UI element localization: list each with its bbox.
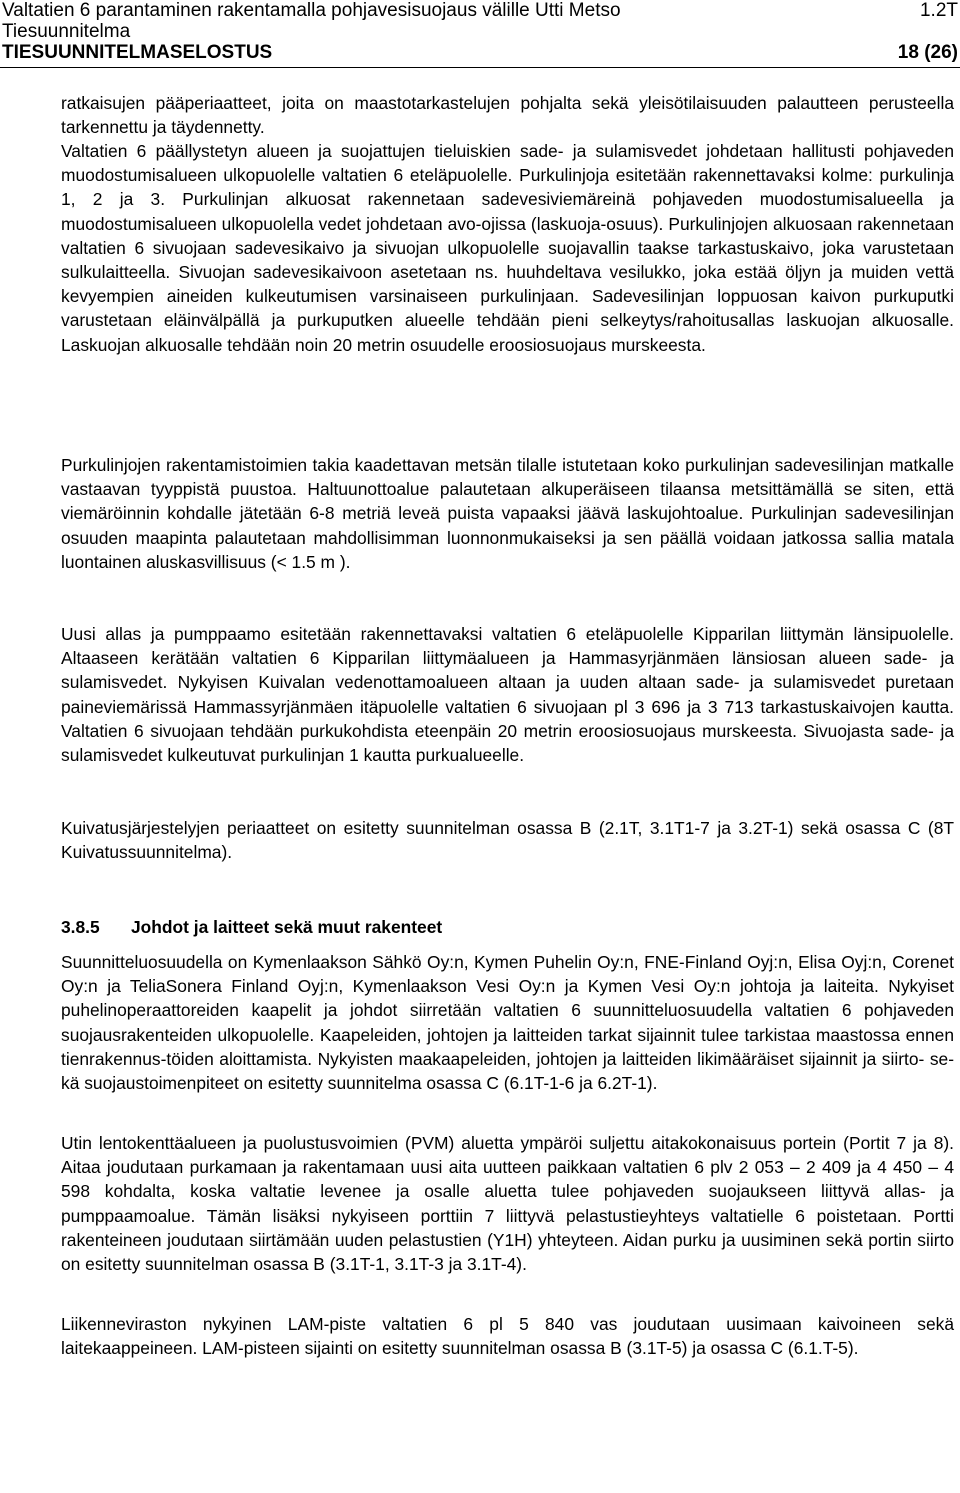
paragraph [61, 453, 954, 574]
header-divider [0, 67, 960, 68]
section-title: Johdot ja laitteet sekä muut rakenteet [131, 917, 443, 937]
paragraph-text: Valtatien 6 päällystetyn alueen ja suojattujen tieluiskien sade- ja sulamisvedet johdetaan hallitusti pohjaveden muodostumisalueen ulkopuolelle valtatien 6 eteläpuolelle. Purkulinjoja esitetään rakennettavaksi kolme: purkulinja 1, 2 ja 3. Purkulinjan alkuosat rakennetaan sadevesiviemäreinä pohjaveden muodostumisalueella ja muodostumisalueen ulkopuolella vedet johdetaan avo-ojissa (laskuoja-osuus). Purkulinjojen alkuosaan rakennetaan valtatien 6 sivuojaan sadevesikaivo ja sivuojan ulkopuolelle suojavallin taakse tarkastuskaivo, joka varustetaan sulkulaitteella. Sivuojan sadevesikaivoon asetetaan ns. huuhdeltava vesilukko, joka estää öljyn ja muiden vettä kevyempien aineiden kulkeutumisen varsinaiseen purkulinjaan. Sadevesilinjan loppuosan kaivon purkuputki varustetaan eläinvälpällä ja purkuputken alueelle tehdään pieni selkeytys/rahoitusallas laskuojan alkuosalle. Laskuojan alkuosalle tehdään noin 20 metrin osuudelle eroosiosuojaus murskeesta. [61, 141, 954, 355]
paragraph [61, 622, 954, 767]
document-type: Tiesuunnitelma [2, 21, 131, 42]
paragraph-text: Kuivatusjärjestelyjen periaatteet on esitetty suunnitelman osassa B (2.1T, 3.1T1-7 ja 3.2T-1) sekä osassa C (8T Kuivatussuunnitelma). [61, 818, 954, 863]
section-number: 3.8.5 [61, 917, 100, 937]
section-heading [61, 915, 442, 939]
paragraph-text: Purkulinjojen rakentamistoimien takia kaadettavan metsän tilalle istutetaan koko purkulinjan sadevesilinjan matkalle vastaavan tyyppistä puustoa. Haltuunottoalue palautetaan alkuperäiseen tilaansa metsittämällä se siten, että viemäröinnin kohdalle jätetään 6-8 metriä leveä puista vapaaksi jäävä laskujohtoalue. Purkulinjan sadevesilinjan osuuden maapinta palautetaan mahdollisimman luonnonmukaiseksi ja sen päällä voidaan jatkossa sallia matala luontainen aluskasvillisuus (< 1.5 m ). [61, 455, 954, 572]
paragraph [61, 91, 954, 139]
paragraph [61, 950, 954, 1095]
header-row-type [0, 21, 960, 42]
paragraph [61, 1312, 954, 1360]
document-code: 1.2T [919, 0, 958, 21]
page-header [0, 0, 960, 63]
paragraph-text: Liikenneviraston nykyinen LAM-piste valtatien 6 pl 5 840 vas joudutaan uusimaan kaivoineen sekä laitekaappeineen. LAM-pisteen sijainti on esitetty suunnitelman osassa B (3.1T-5) ja osassa C (6.1.T-5). [61, 1314, 954, 1359]
header-row-title [0, 0, 960, 21]
page-indicator: 18 (26) [897, 42, 958, 63]
paragraph-text: Uusi allas ja pumppaamo esitetään rakennettavaksi valtatien 6 eteläpuolelle Kipparilan liittymän länsipuolelle. Altaaseen kerätään valtatien 6 Kipparilan liittymäalueen ja Hammasyrjänmäen länsiosan alueen sade- ja sulamisvedet. Nykyisen Kuivalan vedenottamoalueen altaan ja uuden altaan sade- ja sulamisvedet puretaan paineviemärissä Hammassyrjänmäen itäpuolelle valtatien 6 sivuojaan pl 3 696 ja 3 713 tarkastuskaivojen kautta. Valtatien 6 sivuojaan tehdään purkukohdista eteenpäin 20 metrin eroosiosuojaus murskeesta. Sivuojasta sade- ja sulamisvedet kulkeutuvat purkulinjan 1 kautta purkualueelle. [61, 624, 954, 766]
paragraph-text: Utin lentokenttäalueen ja puolustusvoimien (PVM) aluetta ympäröi suljettu aitakokonaisuus portein (Portit 7 ja 8). Aitaa joudutaan purkamaan ja rakentamaan uusi aita uutteen paikkaan valtatien 6 plv 2 053 – 2 409 ja 4 450 – 4 598 kohdalta, koska valtatie levenee ja osalle aluetta tulee pohjaveden suojaukseen liittyvä allas- ja pumppaamoalue. Tämän lisäksi nykyiseen porttiin 7 liittyvä pelastustieyhteys valtatielle 6 poistetaan. Portti rakenteineen joudutaan siirtämään uuden pelastustien (Y1H) yhteyteen. Aidan purku ja uusiminen sekä portin siirto on esitetty suunnitelman osassa B (3.1T-1, 3.1T-3 ja 3.1T-4). [61, 1133, 954, 1275]
paragraph-text: ratkaisujen pääperiaatteet, joita on maastotarkastelujen pohjalta sekä yleisötilaisuuden palautteen perusteella tarkennettu ja täydennetty. [61, 93, 954, 138]
header-row-report [0, 42, 960, 63]
paragraph [61, 139, 954, 357]
report-title: TIESUUNNITELMASELOSTUS [2, 42, 273, 63]
paragraph-text: Suunnitteluosuudella on Kymenlaakson Sähkö Oy:n, Kymen Puhelin Oy:n, FNE-Finland Oyj:n, Elisa Oyj:n, Corenet Oy:n ja TeliaSonera Finland Oyj:n, Kymenlaakson Vesi Oy:n ja Kymen Vesi Oy:n johtoja ja laiteita. Nykyiset puhelinoperaattoreiden kaapelit ja johdot siirretään valtatien 6 suunnitteluosuudella valtatien 6 pohjaveden suojausrakenteiden ulkopuolelle. Kaapeleiden, johtojen ja laitteiden tarkat sijainnit tulee tarkistaa maastossa ennen tienrakennus-töiden aloittamista. Nykyisten maakaapeleiden, johtojen ja laitteiden likimääräiset sijainnit ja siirto- sekä suojaustoimenpiteet on esitetty suunnitelma osassa C (6.1T-1-6 ja 6.2T-1). [61, 952, 954, 1094]
paragraph [61, 816, 954, 864]
paragraph [61, 1131, 954, 1276]
document-title: Valtatien 6 parantaminen rakentamalla pohjavesisuojaus välille Utti Metso [2, 0, 621, 21]
